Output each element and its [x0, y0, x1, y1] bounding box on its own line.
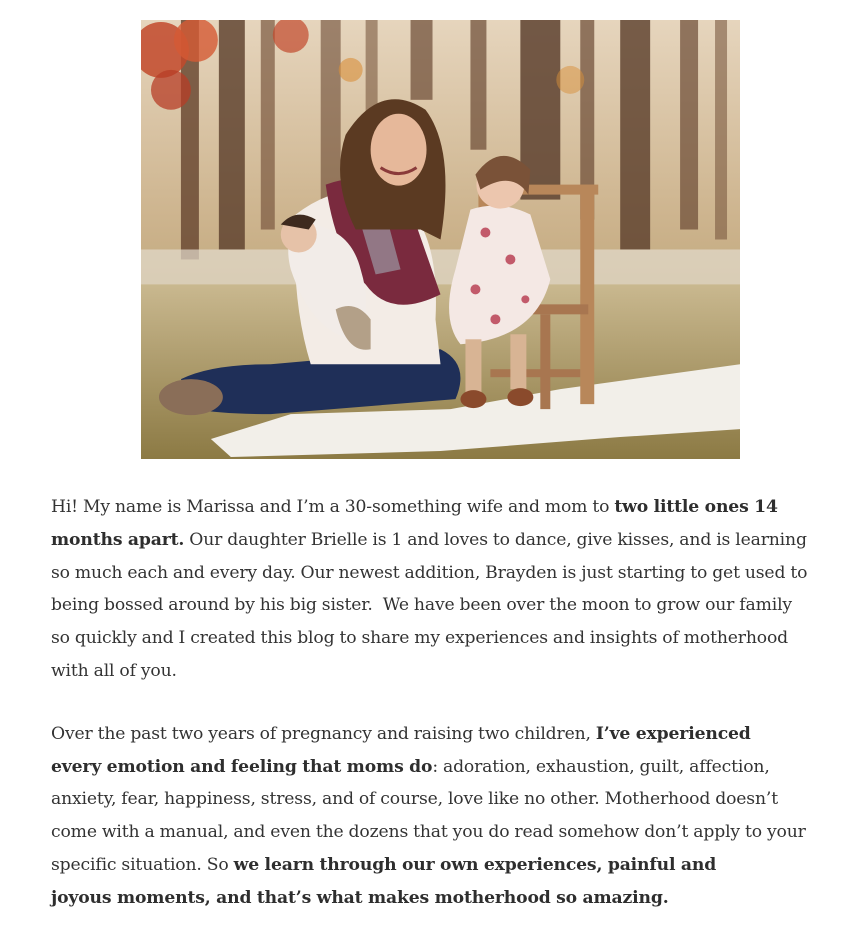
family-photo [141, 20, 740, 459]
text-line: months apart. Our daughter Brielle is 1 and loves to dance, give kisses, and is learning [51, 529, 807, 550]
text-line: with all of you. [51, 660, 177, 681]
about-content [51, 491, 841, 945]
text-line: being bossed around by his big sister. We have been over the moon to grow our family [51, 595, 792, 616]
text-line [51, 882, 841, 915]
experience-paragraph [51, 718, 841, 915]
emphasis-text: I’ve experienced [595, 723, 751, 744]
text-line: so much each and every day. Our newest addition, Brayden is just starting to get used to [51, 562, 808, 583]
intro-paragraph [51, 491, 841, 688]
emphasis-text: every emotion and feeling that moms do [51, 756, 433, 777]
text-line: anxiety, fear, happiness, stress, and of course, love like no other. Motherhood doesn’t [51, 789, 778, 810]
emphasis-text: joyous moments, and that’s what makes motherhood so amazing. [51, 887, 669, 908]
family-photo-illustration [141, 20, 740, 459]
text-line: Over the past two years of pregnancy and raising two children, I’ve experienced [51, 723, 751, 744]
text-line: every emotion and feeling that moms do: adoration, exhaustion, guilt, affection, [51, 756, 770, 777]
text-line: Hi! My name is Marissa and I’m a 30-something wife and mom to two little ones 14 [51, 497, 778, 517]
text-line: so quickly and I created this blog to share my experiences and insights of motherhood [51, 628, 789, 649]
emphasis-text: we learn through our own experiences, painful and [233, 854, 717, 875]
text-line: come with a manual, and even the dozens that you do read somehow don’t apply to your [51, 822, 806, 843]
text-line: specific situation. So we learn through our own experiences, painful and [51, 854, 717, 875]
emphasis-text: months apart. [51, 529, 185, 550]
emphasis-text: two little ones 14 [614, 497, 778, 517]
